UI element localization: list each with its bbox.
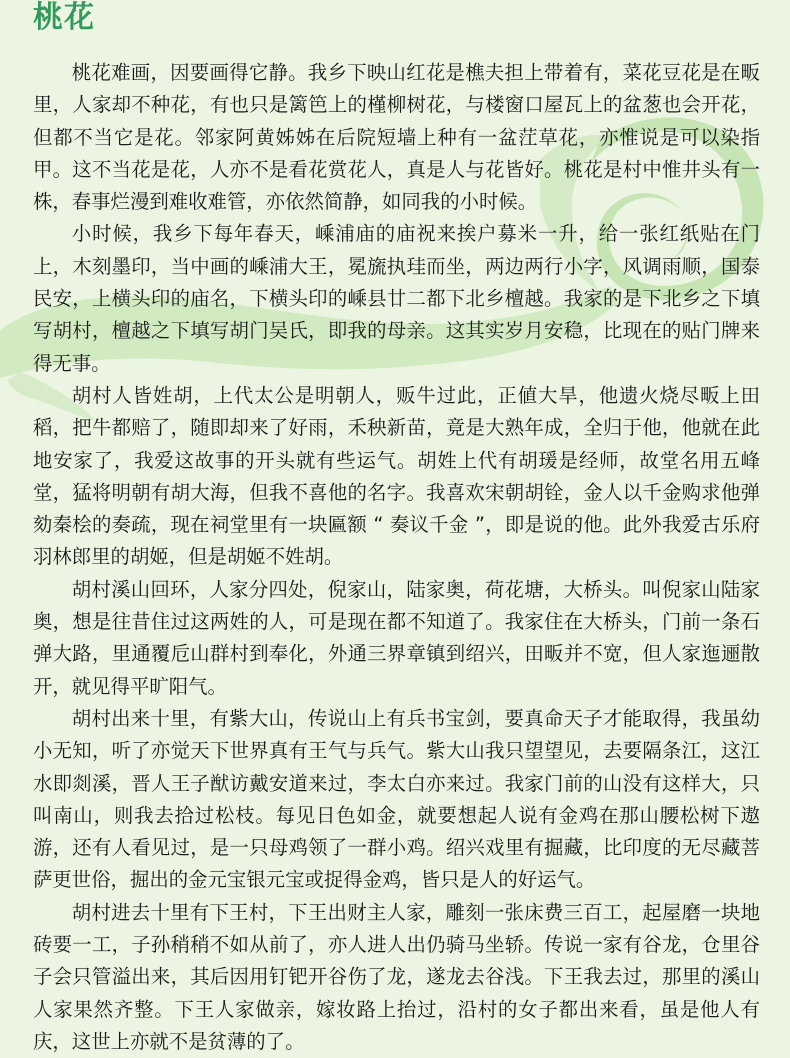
paragraph: 胡村出来十里，有紫大山，传说山上有兵书宝剑，要真命天子才能取得，我虽幼小无知，听了亦觉天下世界真有王气与兵气。紫大山我只望望见，去要隔条江，这江水即剡溪，晋人王子猷访戴安道来过，李太白亦来过。我家门前的山没有这样大，只叫南山，则我去拾过松枝。每见日色如金，就要想起人说有金鸡在那山腰松树下遨游，还有人看见过，是一只母鸡领了一群小鸡。绍兴戏里有掘藏，比印度的无尽藏菩萨更世俗，掘出的金元宝银元宝或捉得金鸡，皆只是人的好运气。 [33, 706, 760, 892]
article-title: 桃花 [33, 0, 95, 35]
paragraph: 小时候，我乡下每年春天，嵊浦庙的庙祝来挨户募米一升，给一张红纸贴在门上，木刻墨印，当中画的嵊浦大王，冕旒执珪而坐，两边两行小字，风调雨顺，国泰民安，上横头印的庙名，下横头印的嵊县廿二都下北乡檀越。我家的是下北乡之下填写胡村，檀越之下填写胡门吴氏，即我的母亲。这其实岁月安稳，比现在的贴门牌来得无事。 [33, 222, 760, 375]
paragraph: 胡村进去十里有下王村，下王出财主人家，雕刻一张床费三百工，起屋磨一块地砖要一工，子孙稍稍不如从前了，亦人进人出仍骑马坐轿。传说一家有谷龙，仓里谷子会只管溢出来，其后因用钉钯开谷伤了龙，遂龙去谷浅。下王我去过，那里的溪山人家果然齐整。下王人家做亲，嫁妆路上抬过，沿村的女子都出来看，虽是他人有庆，这世上亦就不是贫薄的了。 [33, 900, 760, 1053]
article-body [33, 57, 760, 1058]
paragraph: 胡村溪山回环，人家分四处，倪家山，陆家奥，荷花塘，大桥头。叫倪家山陆家奥，想是往昔住过这两姓的人，可是现在都不知道了。我家住在大桥头，门前一条石弹大路，里通覆卮山群村到奉化，外通三界章镇到绍兴，田畈并不宽，但人家迤逦散开，就见得平旷阳气。 [33, 577, 760, 698]
paragraph: 胡村人皆姓胡，上代太公是明朝人，贩牛过此，正値大旱，他遗火烧尽畈上田稻，把牛都赔了，随即却来了好雨，禾秧新苗，竟是大熟年成，全归于他，他就在此地安家了，我爱这故事的开头就有些运气。胡姓上代有胡瑗是经师，故堂名用五峰堂，猛将明朝有胡大海，但我不喜他的名字。我喜欢宋朝胡铨，金人以千金购求他弹劾秦桧的奏疏，现在祠堂里有一块匾额 “ 奏议千金 ”，即是说的他。此外我爱古乐府羽林郎里的胡姬，但是胡姬不姓胡。 [33, 383, 760, 569]
paragraph: 桃花难画，因要画得它静。我乡下映山红花是樵夫担上带着有，菜花豆花是在畈里，人家却不种花，有也只是篱笆上的槿柳树花，与楼窗口屋瓦上的盆葱也会开花，但都不当它是花。邻家阿黄姊姊在后院短墙上种有一盆茳草花，亦惟说是可以染指甲。这不当花是花，人亦不是看花赏花人，真是人与花皆好。桃花是村中惟井头有一株，春事烂漫到难收难管，亦依然简静，如同我的小时候。 [33, 61, 760, 214]
